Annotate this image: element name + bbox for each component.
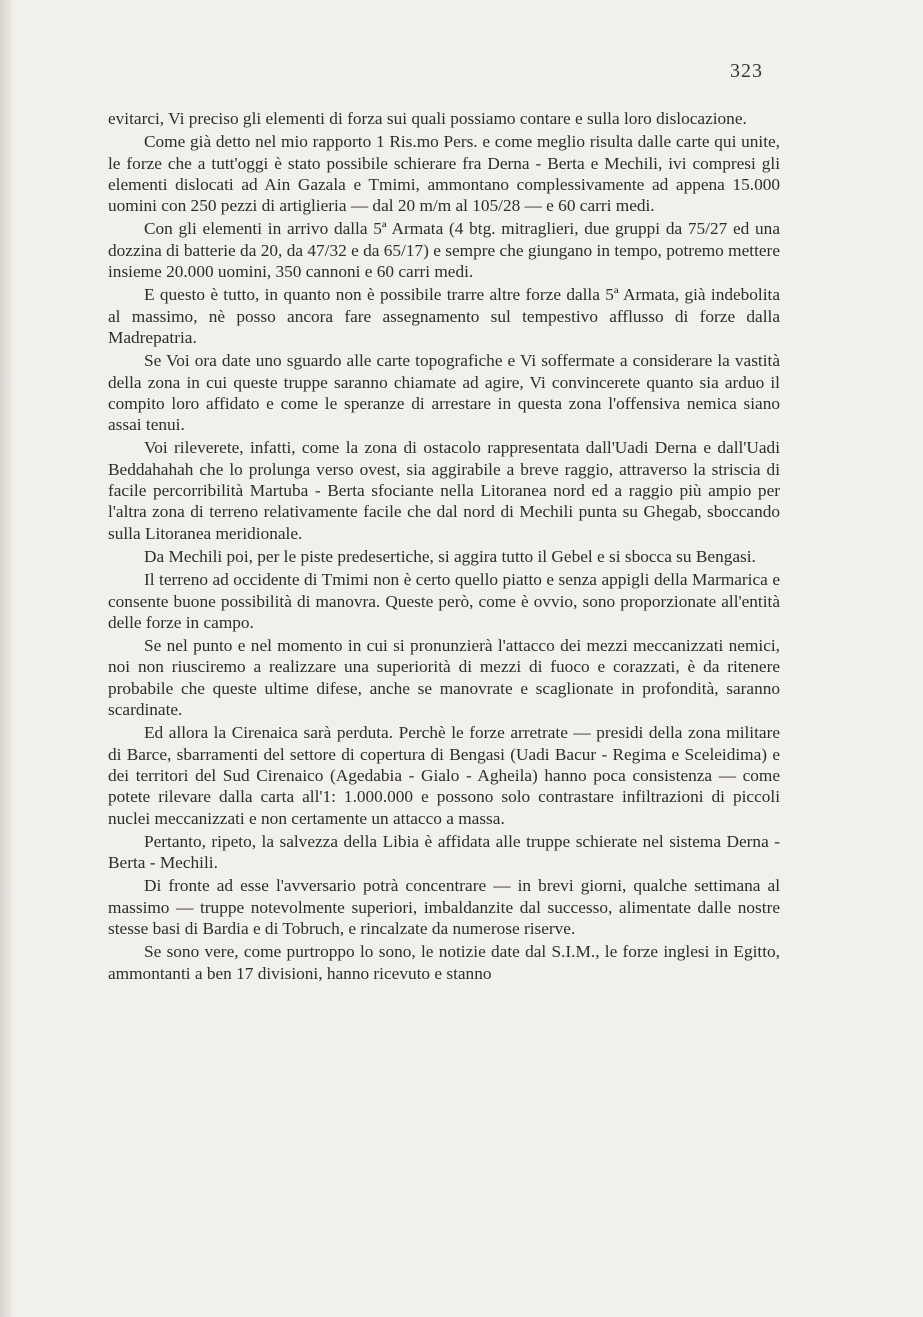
paragraph: Il terreno ad occidente di Tmimi non è certo quello piatto e senza appigli della Marmarica e consente buone possibilità di manovra. Queste però, come è ovvio, sono proporzionate all'entità delle forze in campo. xyxy=(108,570,780,632)
paragraph: E questo è tutto, in quanto non è possibile trarre altre forze dalla 5ª Armata, già indebolita al massimo, nè posso ancora fare assegnamento sul tempestivo afflusso di forze dalla Madrepatria. xyxy=(108,285,780,347)
paragraph: Se nel punto e nel momento in cui si pronunzierà l'attacco dei mezzi meccanizzati nemici, noi non riusciremo a realizzare una superiorità di mezzi di fuoco e corazzati, è da ritenere probabile che queste ultime difese, anche se manovrate e scaglionate in profondità, saranno scardinate. xyxy=(108,636,780,720)
paragraph: Con gli elementi in arrivo dalla 5ª Armata (4 btg. mitraglieri, due gruppi da 75/27 ed una dozzina di batterie da 20, da 47/32 e da 65/17) e sempre che giungano in tempo, potremo mettere insieme 20.000 uomini, 350 cannoni e 60 carri medi. xyxy=(108,219,780,282)
paragraph: Da Mechili poi, per le piste predesertiche, si aggira tutto il Gebel e si sbocca su Bengasi. xyxy=(144,546,756,566)
page-edge-shadow xyxy=(0,0,14,1317)
paragraph: Voi rileverete, infatti, come la zona di ostacolo rappresentata dall'Uadi Derna e dall'Uadi Beddahahah che lo prolunga verso ovest, sia aggirabile a breve raggio, attraverso la striscia di facile percorribilità Martuba - Berta sfociante nella Litoranea nord ed a raggio più ampio per l'altra zona di terreno relativamente facile che dal nord di Mechili punta su Ghegab, sboccando sulla Litoranea meridionale. xyxy=(108,438,780,543)
paragraph: Come già detto nel mio rapporto 1 Ris.mo Pers. e come meglio risulta dalle carte qui unite, le forze che a tutt'oggi è stato possibile schierare fra Derna - Berta e Mechili, ivi compresi gli elementi dislocati ad Ain Gazala e Tmimi, ammontano complessivamente ad appena 15.000 uomini con 250 pezzi di artiglieria — dal 20 m/m al 105/28 — e 60 carri medi. xyxy=(108,132,780,216)
page-number: 323 xyxy=(730,60,763,82)
paragraph: Pertanto, ripeto, la salvezza della Libia è affidata alle truppe schierate nel sistema Derna - Berta - Mechili. xyxy=(108,831,780,873)
paragraph: Di fronte ad esse l'avversario potrà concentrare — in brevi giorni, qualche settimana al massimo — truppe notevolmente superiori, imbaldanzite dal successo, alimentate dalle nostre stesse basi di Bardia e di Tobruch, e rincalzate da numerose riserve. xyxy=(108,876,780,938)
paragraph: Se sono vere, come purtroppo lo sono, le notizie date dal S.I.M., le forze inglesi in Egitto, ammontanti a ben 17 divisioni, hanno ricevuto e stanno xyxy=(108,942,780,983)
paragraph: evitarci, Vi preciso gli elementi di forza sui quali possiamo contare e sulla loro dislocazione. xyxy=(108,109,747,128)
paragraph: Se Voi ora date uno sguardo alle carte topografiche e Vi soffermate a considerare la vastità della zona in cui queste truppe saranno chiamate ad agire, Vi convincerete quanto sia arduo il compito loro affidato e come le speranze di arrestare in questa zona l'offensiva nemica siano assai tenui. xyxy=(108,351,780,435)
body-text xyxy=(108,108,780,986)
paragraph: Ed allora la Cirenaica sarà perduta. Perchè le forze arretrate — presidi della zona militare di Barce, sbarramenti del settore di copertura di Bengasi (Uadi Bacur - Regima e Sceleidima) e dei territori del Sud Cirenaico (Agedabia - Gialo - Agheila) hanno poca consistenza — come potete rilevare dalla carta all'1: 1.000.000 e possono solo contrastare infiltrazioni di piccoli nuclei meccanizzati e non certamente un attacco a massa. xyxy=(108,723,780,828)
